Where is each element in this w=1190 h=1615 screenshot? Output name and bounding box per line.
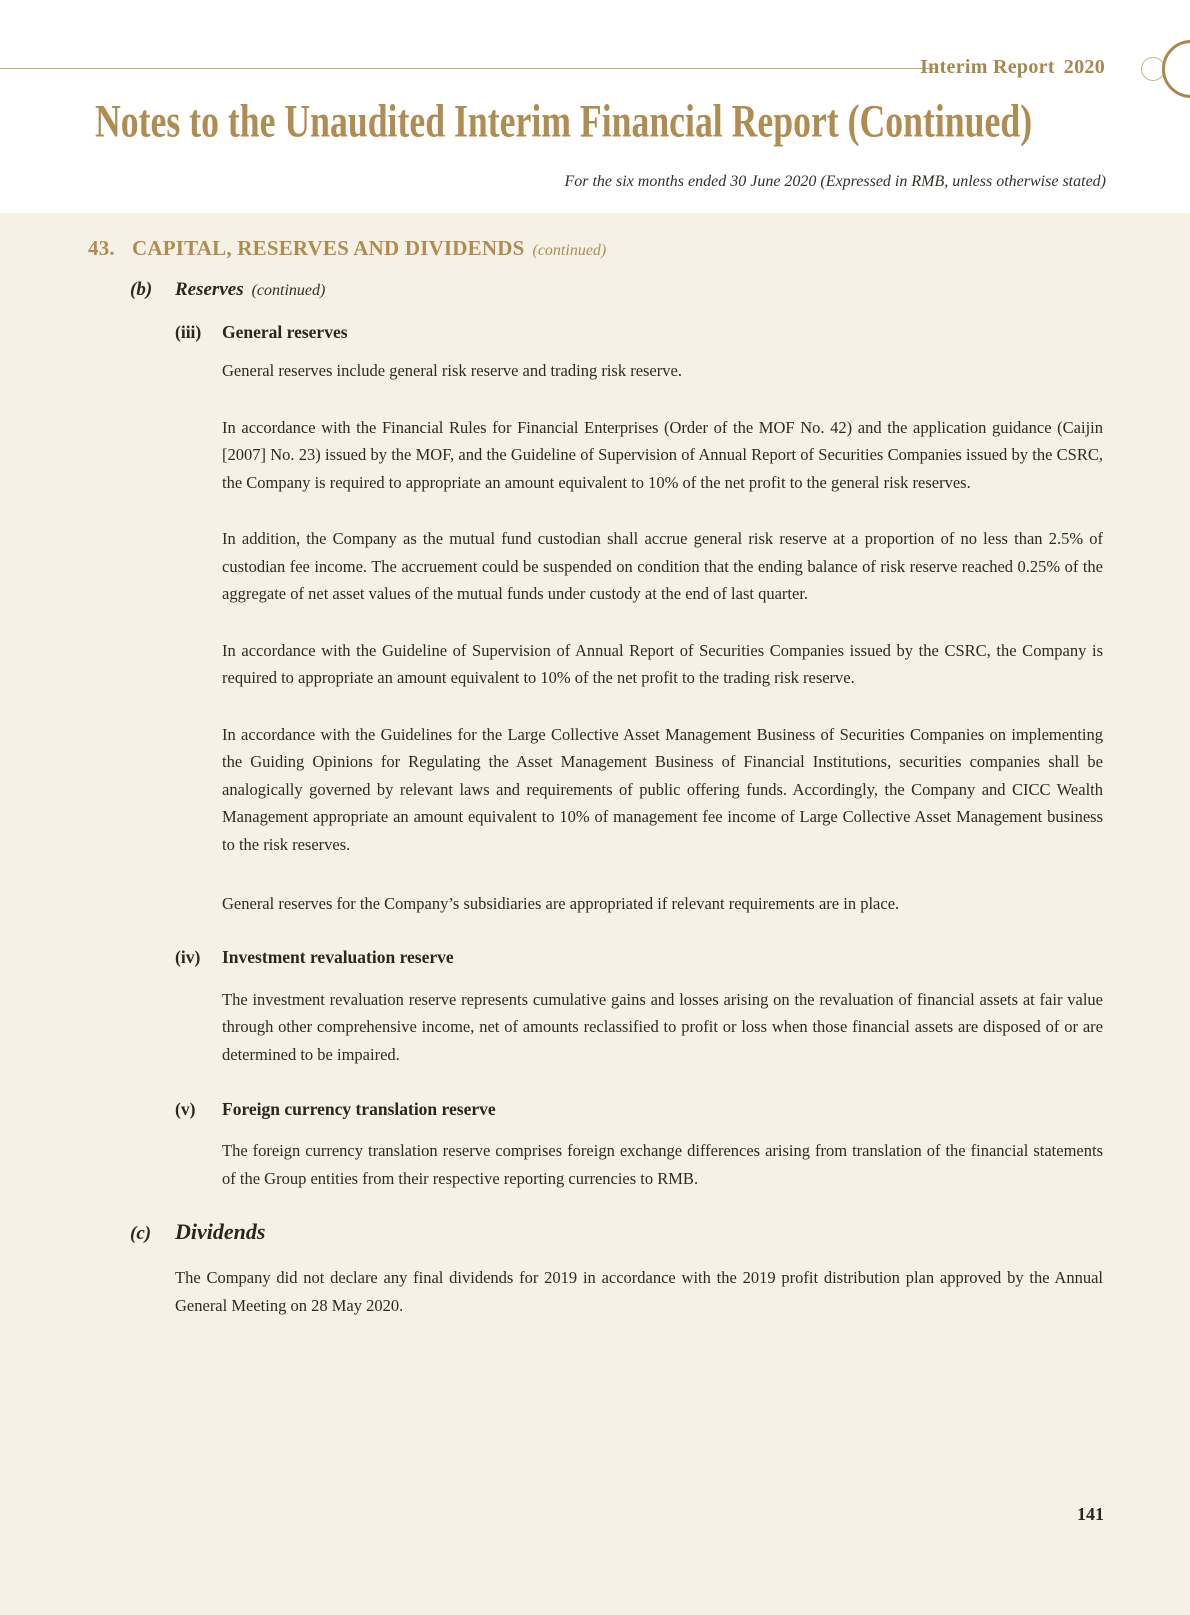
paragraph: The foreign currency translation reserve comprises foreign exchange differences arising from translation of the financial statements of the Group entities from their respective reporting currencies to RMB. [222, 1141, 1103, 1188]
item-v-label: (v) [175, 1099, 196, 1119]
paragraph: General reserves for the Company’s subsidiaries are appropriated if relevant requirements are in place. [222, 894, 900, 913]
paragraph: In accordance with the Financial Rules for Financial Enterprises (Order of the MOF No. 42) and the application guidance (Caijin [2007] No. 23) issued by the MOF, and the Guideline of Supervision of Annual Report of Securities Companies issued by the CSRC, the Company is required to appropriate an amount equivalent to 10% of the net profit to the general risk reserves. [222, 417, 1103, 492]
section-continued: (continued) [532, 242, 607, 259]
paragraph: In addition, the Company as the mutual fund custodian shall accrue general risk reserve at a proportion of no less than 2.5% of custodian fee income. The accruement could be suspended on condition that the ending balance of risk reserve reached 0.25% of the aggregate of net asset values of the mutual funds under custody at the end of last quarter. [222, 529, 1103, 603]
paragraph: The investment revaluation reserve represents cumulative gains and losses arising on the revaluation of financial assets at fair value through other comprehensive income, net of amounts reclassified to profit or loss when those financial assets are disposed of or are determined to be impaired. [222, 989, 1103, 1064]
section-number: 43. [88, 236, 115, 260]
report-year: 2020 [1063, 56, 1105, 78]
report-label-text: Interim Report [920, 56, 1055, 78]
paragraph: In accordance with the Guideline of Supervision of Annual Report of Securities Companies issued by the CSRC, the Company is required to appropriate an amount equivalent to 10% of the net profit to the trading risk reserve. [222, 640, 1103, 687]
page-subtitle: For the six months ended 30 June 2020 (Expressed in RMB, unless otherwise stated) [564, 173, 1106, 190]
logo-large-circle-icon [1162, 40, 1190, 98]
subsection-b-title-text: Reserves [175, 279, 244, 300]
note-content [0, 213, 1190, 1319]
item-iii-label: (iii) [175, 322, 202, 342]
subsection-c-title: Dividends [175, 1219, 266, 1244]
page-title: Notes to the Unaudited Interim Financial Report (Continued) [95, 97, 1033, 148]
subsection-c-label: (c) [130, 1223, 152, 1244]
item-iv-title: Investment revaluation reserve [222, 946, 454, 967]
item-v-title: Foreign currency translation reserve [222, 1099, 496, 1119]
section-title [132, 235, 606, 264]
report-label [920, 56, 1105, 79]
item-iii-heading [0, 320, 1190, 344]
subsection-b-label: (b) [130, 279, 153, 300]
item-iii-title: General reserves [222, 322, 348, 342]
item-iv-heading [0, 945, 1190, 969]
subsection-b-continued: (continued) [251, 282, 326, 299]
header-rule [0, 68, 936, 69]
paragraph: General reserves include general risk reserve and trading risk reserve. [222, 361, 682, 380]
subsection-b-heading [0, 278, 1190, 303]
page-number: 141 [1077, 1504, 1104, 1524]
item-v-heading [0, 1097, 1190, 1121]
section-heading [0, 235, 1190, 264]
item-iv-label: (iv) [175, 946, 201, 967]
page-header [0, 0, 1190, 213]
paragraph: The Company did not declare any final dividends for 2019 in accordance with the 2019 profit distribution plan approved by the Annual General Meeting on 28 May 2020. [175, 1268, 1103, 1315]
subsection-b-title [175, 278, 325, 303]
paragraph: In accordance with the Guidelines for the Large Collective Asset Management Business of Securities Companies on implementing the Guiding Opinions for Regulating the Asset Management Business of Financial Institutions, securities companies shall be analogically governed by relevant laws and requirements of public offering funds. Accordingly, the Company and CICC Wealth Management appropriate an amount equivalent to 10% of management fee income of Large Collective Asset Management business to the risk reserves. [222, 724, 1103, 854]
section-title-text: CAPITAL, RESERVES AND DIVIDENDS [132, 236, 525, 260]
subsection-c-heading [0, 1218, 1190, 1248]
